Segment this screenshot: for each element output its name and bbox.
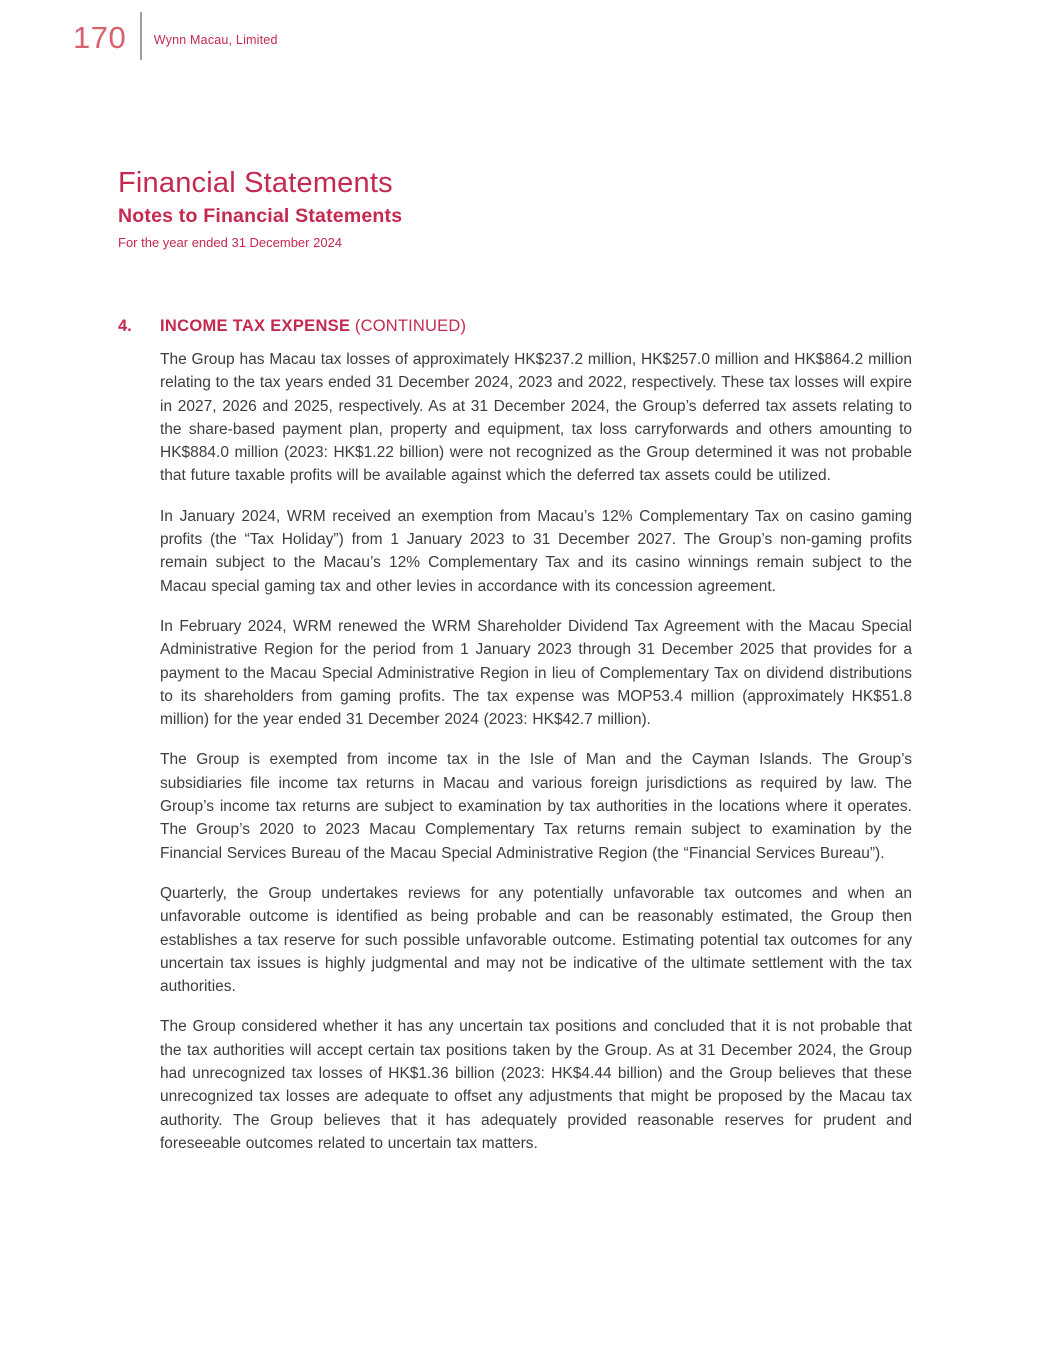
header-divider [140,12,142,60]
section-income-tax-expense [118,317,912,1155]
section-heading [118,317,912,336]
paragraph-uncertain-tax-positions: The Group considered whether it has any uncertain tax positions and concluded that it is not probable that the tax authorities will accept certain tax positions taken by the Group. As at 31 December 2024, the Group had unrecognized tax losses of HK$1.36 billion (2023: HK$4.44 billion) and the Group believes that these unrecognized tax losses are adequate to offset any adjustments that might be proposed by the Macau tax authority. The Group believes that it has adequately provided reasonable reserves for prudent and foreseeable outcomes related to uncertain tax matters. [160,1018,912,1152]
document-title: Financial Statements [118,167,393,199]
section-title-suffix: (CONTINUED) [354,317,467,335]
paragraph-quarterly-reviews: Quarterly, the Group undertakes reviews for any potentially unfavorable tax outcomes and when an unfavorable outcome is identified as being probable and can be reasonably estimated, the Group then establishes a tax reserve for such possible unfavorable outcome. Estimating potential tax outcomes for any uncertain tax issues is highly judgmental and may not be indicative of the ultimate settlement with the tax authorities. [160,884,912,996]
paragraph-tax-losses: The Group has Macau tax losses of approximately HK$237.2 million, HK$257.0 million and HK$864.2 million relating to the tax years ended 31 December 2024, 2023 and 2022, respectively. These tax losses will expire in 2027, 2026 and 2025, respectively. As at 31 December 2024, the Group’s deferred tax assets relating to the share-based payment plan, property and equipment, tax loss carryforwards and others amounting to HK$884.0 million (2023: HK$1.22 billion) were not recognized as the Group determined it was not probable that future taxable profits will be available against which the deferred tax assets could be utilized. [160,351,912,485]
paragraph-dividend-tax-agreement: In February 2024, WRM renewed the WRM Shareholder Dividend Tax Agreement with the Macau Special Administrative Region for the period from 1 January 2023 through 31 December 2025 that provides for a payment to the Macau Special Administrative Region in lieu of Complementary Tax on dividend distributions to its shareholders from gaming profits. The tax expense was MOP53.4 million (approximately HK$51.8 million) for the year ended 31 December 2024 (2023: HK$42.7 million). [160,617,912,729]
title-block [118,166,1055,251]
section-title-line [160,317,466,336]
document-subtitle: Notes to Financial Statements [118,205,403,227]
page-number: 170 [73,20,127,55]
paragraph-jurisdictions: The Group is exempted from income tax in the Isle of Man and the Cayman Islands. The Group’s subsidiaries file income tax returns in Macau and various foreign jurisdictions as required by law. The Group’s income tax returns are subject to examination by tax authorities in the locations where it operates. The Group’s 2020 to 2023 Macau Complementary Tax returns remain subject to examination by the Financial Services Bureau of the Macau Special Administrative Region (the “Financial Services Bureau”). [160,751,912,862]
section-number: 4. [118,317,132,335]
paragraph-tax-holiday: In January 2024, WRM received an exemption from Macau’s 12% Complementary Tax on casino gaming profits (the “Tax Holiday”) from 1 January 2023 to 31 December 2027. The Group’s non-gaming profits remain subject to the Macau’s 12% Complementary Tax and its casino winnings remain subject to the Macau special gaming tax and other levies in accordance with its concession agreement. [160,507,912,595]
company-name: Wynn Macau, Limited [153,33,278,47]
section-title: INCOME TAX EXPENSE [160,317,351,335]
document-period: For the year ended 31 December 2024 [118,235,343,250]
page-header [0,0,1055,70]
section-body [160,348,912,1155]
